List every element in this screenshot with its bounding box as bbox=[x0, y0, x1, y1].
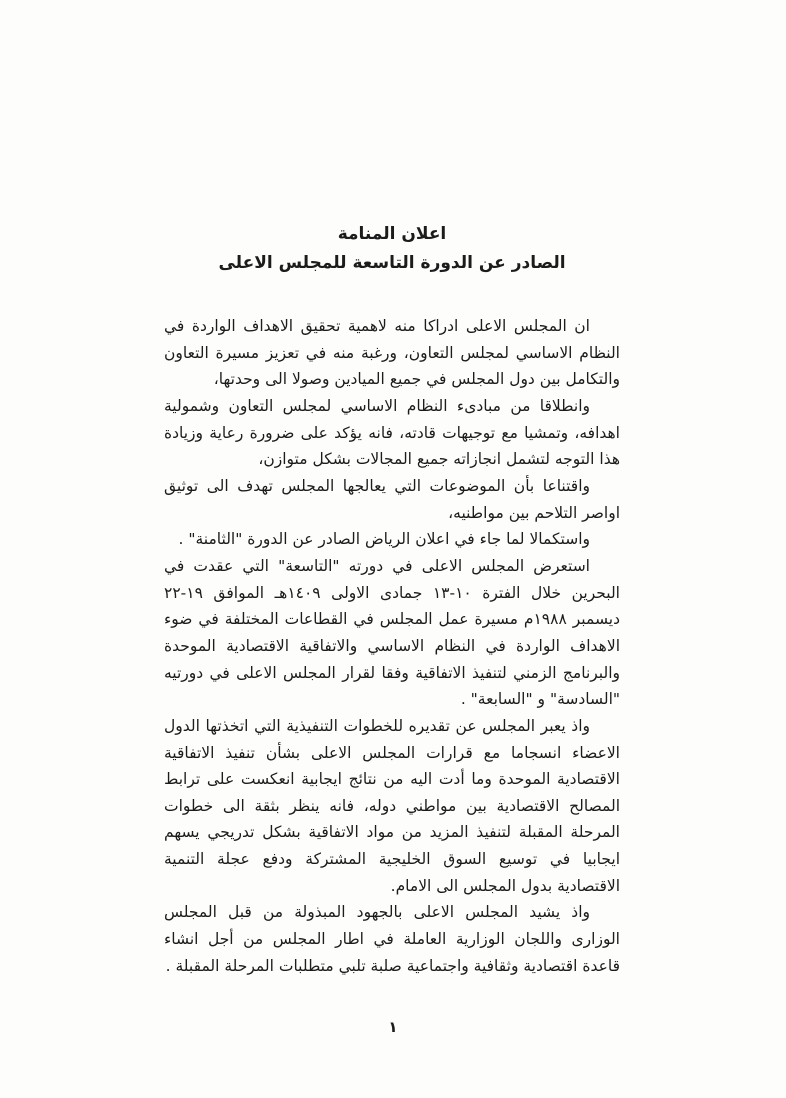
paragraph: واقتناعا بأن الموضوعات التي يعالجها المجلس تهدف الى توثيق اواصر التلاحم بين مواطنيه، bbox=[164, 476, 620, 522]
paragraph: واذ يعبر المجلس عن تقديره للخطوات التنفيذية التي اتخذتها الدول الاعضاء انسجاما مع قرارات المجلس الاعلى بشأن تنفيذ الاتفاقية الاقتصادية الموحدة وما أدت اليه من نتائج ايجابية انعكست على ترابط المصالح الاقتصادية بين مواطني دوله، فانه ينظر بثقة الى خطوات المرحلة المقبلة لتنفيذ المزيد من مواد الاتفاقية بشكل تدريجي يسهم ايجابيا في توسيع السوق الخليجية المشتركة ودفع عجلة التنمية الاقتصادية بدول المجلس الى الامام. bbox=[164, 716, 620, 895]
paragraph: وانطلاقا من مبادىء النظام الاساسي لمجلس التعاون وشمولية اهدافه، وتمشيا مع توجيهات قادته، فانه يؤكد على ضرورة رعاية وزيادة هذا التوجه لتشمل انجازاته جميع المجالات بشكل متوازن، bbox=[164, 396, 620, 469]
paragraph: ان المجلس الاعلى ادراكا منه لاهمية تحقيق الاهداف الواردة في النظام الاساسي لمجلس التعاون، ورغبة منه في تعزيز مسيرة التعاون والتكامل بين دول المجلس في جميع الميادين وصولا الى وحدتها، bbox=[164, 317, 620, 389]
paragraph: واستكمالا لما جاء في اعلان الرياض الصادر عن الدورة "الثامنة" . bbox=[178, 530, 590, 549]
document-subtitle: الصادر عن الدورة التاسعة للمجلس الاعلى bbox=[218, 253, 566, 273]
page-number: ١ bbox=[388, 1018, 398, 1036]
paragraph: استعرض المجلس الاعلى في دورته "التاسعة" التي عقدت في البحرين خلال الفترة ١٠-١٣ جمادى الاولى ١٤٠٩هـ الموافق ١٩-٢٢ ديسمبر ١٩٨٨م مسيرة عمل المجلس في القطاعات المختلفة في ضوء الاهداف الواردة في النظام الاساسي والاتفاقية الاقتصادية الموحدة والبرنامج الزمني لتنفيذ الاتفاقية وفقا لقرار المجلس الاعلى في دورتيه "السادسة" و "السابعة" . bbox=[164, 556, 620, 709]
document-body bbox=[164, 313, 620, 979]
document-content bbox=[164, 224, 620, 979]
paragraph: واذ يشيد المجلس الاعلى بالجهود المبذولة من قبل المجلس الوزارى واللجان الوزارية العاملة في اطار المجلس من أجل انشاء قاعدة اقتصادية وثقافية واجتماعية صلبة تلبي متطلبات المرحلة المقبلة . bbox=[164, 903, 620, 975]
document-title: اعلان المنامة bbox=[337, 224, 447, 244]
